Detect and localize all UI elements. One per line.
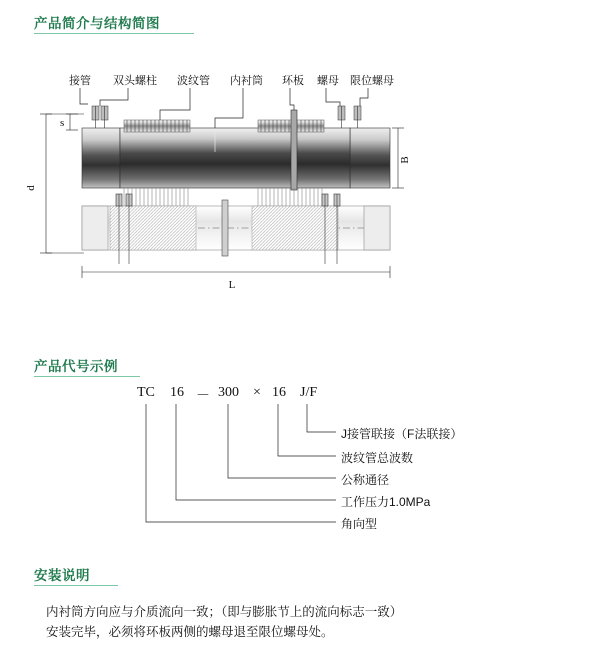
structure-diagram: [0, 48, 600, 298]
callout-labels: [69, 73, 394, 87]
section-underline-install: [34, 585, 118, 586]
callout-label-0: 接管: [69, 75, 91, 87]
section-title-intro: 产品简介与结构简图: [34, 16, 160, 31]
dimension-label-s: s: [60, 117, 65, 129]
code-note-pressure: 工作压力1.0MPa: [341, 495, 431, 509]
callout-leaders: [80, 88, 368, 130]
callout-label-3: 内衬筒: [230, 75, 263, 87]
stud-assembly-top-left: [92, 106, 108, 128]
install-line-2: 安装完毕，必须将环板两侧的螺母退至限位螺母处。: [46, 625, 334, 639]
code-token-joint: J/F: [300, 385, 318, 400]
section-title-install: 安装说明: [34, 568, 90, 583]
callout-label-4: 环板: [282, 75, 304, 87]
section-underline-code: [34, 376, 140, 377]
code-note-joint: J接管联接（F法联接）: [341, 427, 463, 441]
code-token-times: ×: [253, 385, 261, 400]
callout-label-5: 螺母: [317, 75, 339, 87]
code-note-type: 角向型: [341, 517, 378, 531]
stud-assembly-top-right: [338, 106, 361, 128]
lower-assembly: [82, 194, 390, 264]
callout-label-2: 波纹管: [177, 75, 210, 87]
code-note-diameter: 公称通径: [341, 473, 390, 487]
dimension-label-d: d: [25, 185, 37, 191]
code-token-dash: －: [196, 389, 210, 404]
dimension-label-L: L: [228, 279, 236, 291]
code-leader-lines: [0, 380, 600, 545]
install-line-1: 内衬筒方向应与介质流向一致；（即与膨胀节上的流向标志一致）: [46, 605, 403, 619]
section-underline-intro: [34, 33, 194, 34]
product-code-example: [0, 380, 600, 545]
section-title-code: 产品代号示例: [34, 359, 118, 374]
dimension-label-B: B: [399, 156, 411, 164]
bellows-left: [124, 120, 190, 132]
code-token-type: TC: [137, 385, 155, 400]
code-token-waves: 16: [272, 385, 286, 400]
code-token-diameter: 300: [218, 385, 239, 400]
ring-plate: [291, 110, 297, 190]
code-note-waves: 波纹管总波数: [341, 451, 414, 465]
install-instructions: [46, 602, 566, 642]
callout-label-1: 双头螺柱: [113, 75, 157, 87]
callout-label-6: 限位螺母: [350, 75, 394, 87]
code-token-pressure: 16: [170, 385, 184, 400]
